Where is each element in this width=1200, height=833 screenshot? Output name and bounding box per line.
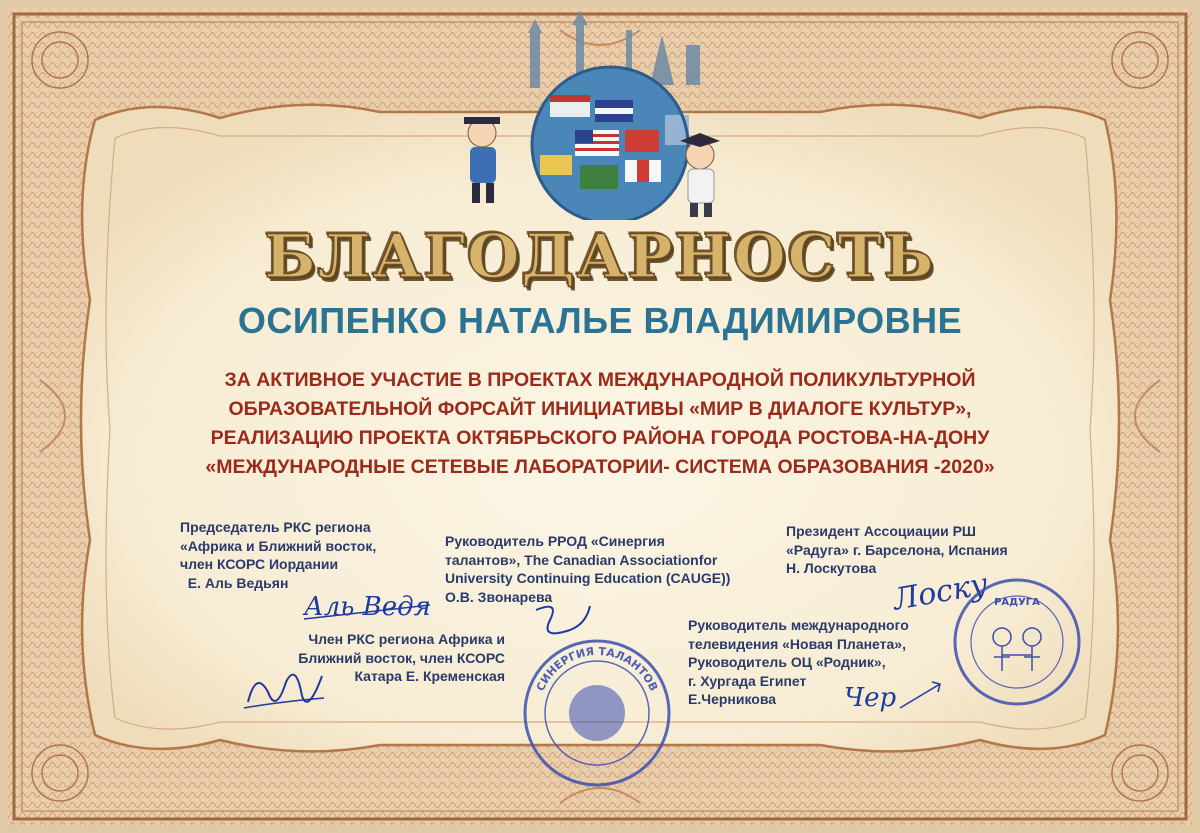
signature-text: Лоску <box>890 566 991 618</box>
signatory-line: Ближний восток, член КСОРС <box>298 649 505 666</box>
stamp-sinergia <box>517 628 677 798</box>
signature-text: Чер <box>844 683 897 713</box>
signatory-line: телевидения «Новая Планета», <box>688 635 906 652</box>
signatory-line: О.В. Звонарева <box>445 588 553 605</box>
signatory-line: Руководитель РРОД «Синергия <box>445 533 665 549</box>
signatory-zvonareva <box>445 532 730 606</box>
reason-line: РЕАЛИЗАЦИЮ ПРОЕКТА ОКТЯБРЬСКОГО РАЙОНА ГОРОДА РОСТОВА-НА-ДОНУ <box>210 427 990 449</box>
reason-line: «МЕЖДУНАРОДНЫЕ СЕТЕВЫЕ ЛАБОРАТОРИИ- СИСТЕМА ОБРАЗОВАНИЯ -2020» <box>205 456 995 478</box>
signatory-line: Руководитель ОЦ «Родник», <box>688 654 886 670</box>
signatory-line: Председатель РКС региона <box>180 519 371 535</box>
reason-text <box>90 366 1110 482</box>
signatory-line: Президент Ассоциации РШ <box>786 523 977 539</box>
signatory-line: Н. Лоскутова <box>786 560 877 576</box>
handwritten-signature-al-vedyan <box>300 585 440 625</box>
signature-text: Аль Ведя <box>304 592 431 622</box>
globe-illustration <box>400 5 820 220</box>
recipient-name: ОСИПЕНКО НАТАЛЬЕ ВЛАДИМИРОВНЕ <box>237 300 963 341</box>
certificate-title: БЛАГОДАРНОСТЬ <box>264 222 936 292</box>
signatory-line: Член РКС региона Африка и <box>308 631 505 647</box>
signatory-line: University Continuing Education (CAUGE)) <box>445 570 731 586</box>
signatory-line: «Радуга» г. Барселона, Испания <box>786 541 1008 558</box>
signatory-line: талантов», The Canadian Associationfor <box>445 551 718 568</box>
signatory-line: член КСОРС Иордании <box>180 556 339 572</box>
handwritten-signature-kremenskaya <box>238 662 328 722</box>
signatory-line: Е.Черникова <box>688 691 777 707</box>
signatory-line: г. Хургада Египет <box>688 672 807 689</box>
reason-line: ОБРАЗОВАТЕЛЬНОЙ ФОРСАЙТ ИНИЦИАТИВЫ «МИР В ДИАЛОГЕ КУЛЬТУР», <box>228 398 972 420</box>
stamp-raduga <box>950 575 1085 710</box>
signatory-al-vedyan <box>180 518 376 592</box>
signatory-line: Катара Е. Кременская <box>354 668 505 684</box>
handwritten-signature-chernikova <box>840 670 950 720</box>
reason-line: ЗА АКТИВНОЕ УЧАСТИЕ В ПРОЕКТАХ МЕЖДУНАРОДНОЙ ПОЛИКУЛЬТУРНОЙ <box>224 369 976 391</box>
signatory-line: «Африка и Ближний восток, <box>180 537 377 554</box>
stamp-text: РАДУГА <box>994 597 1040 608</box>
signatory-line: Руководитель международного <box>688 617 909 633</box>
signatory-line: Е. Аль Ведьян <box>180 574 289 591</box>
stamp-text: СИНЕРГИЯ ТАЛАНТОВ <box>533 644 661 694</box>
